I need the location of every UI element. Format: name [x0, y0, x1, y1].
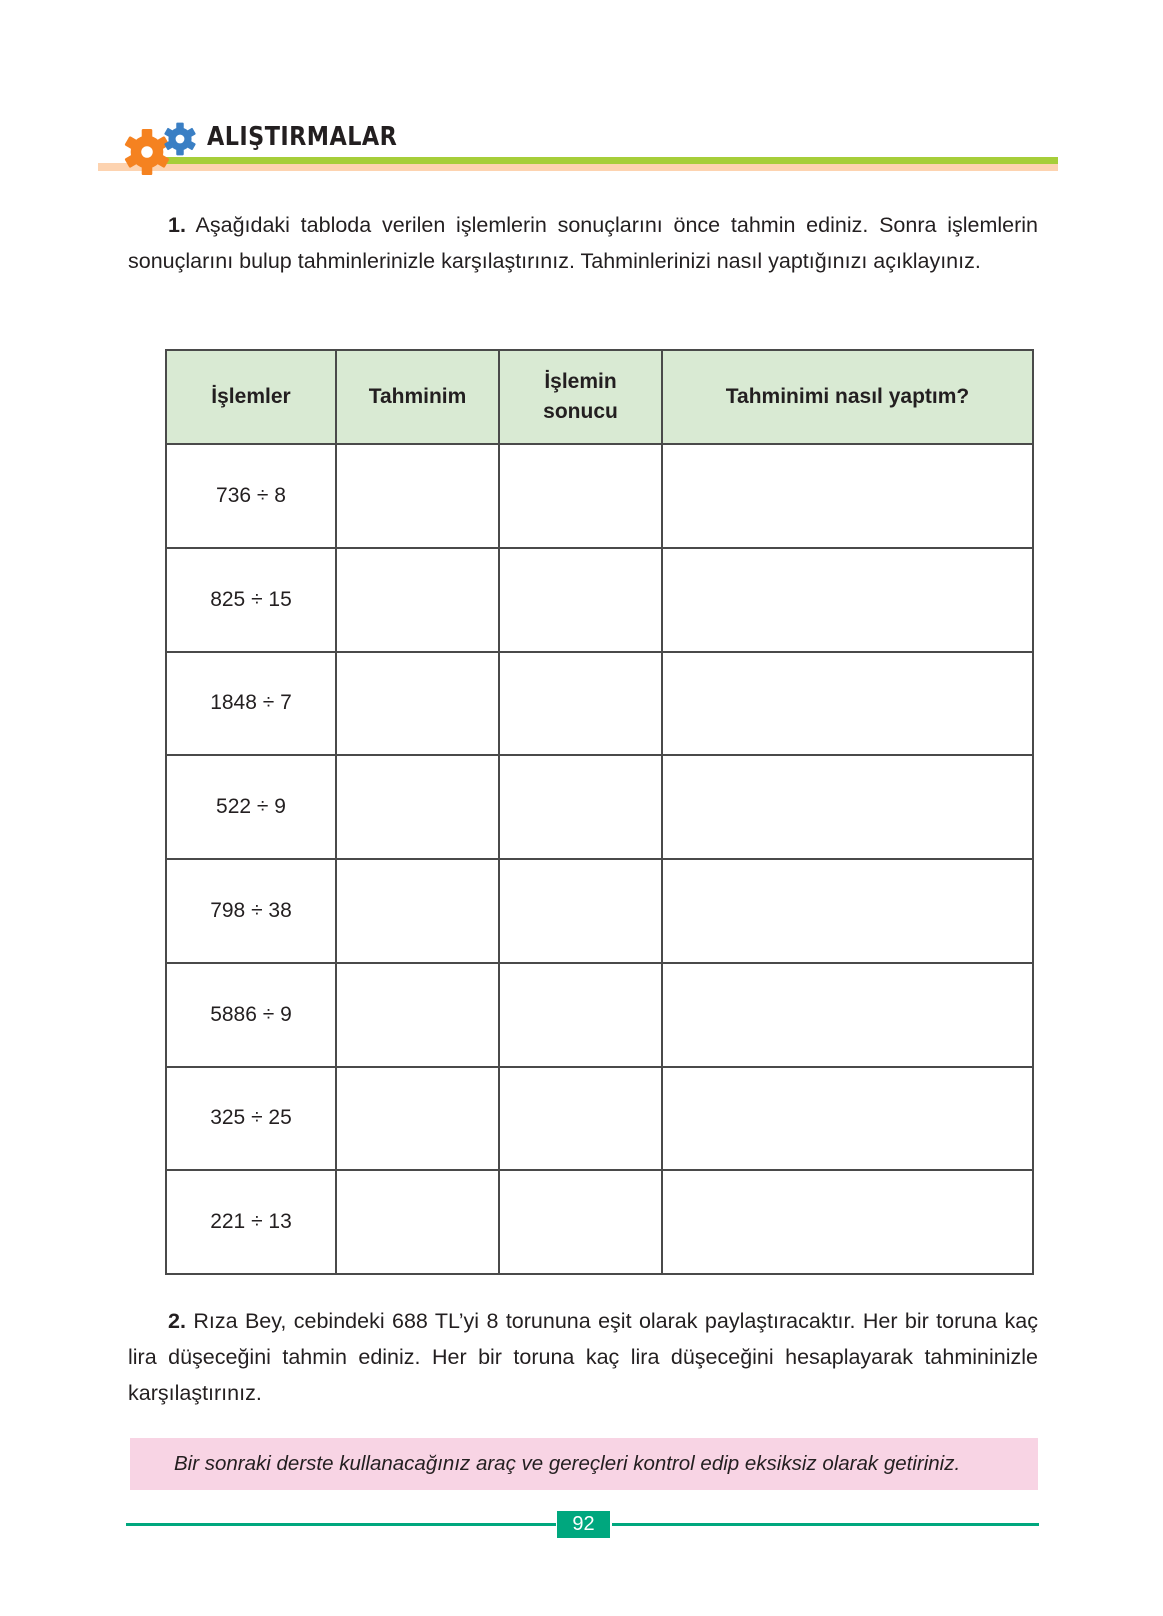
header-line-2: sonucu	[543, 400, 618, 423]
table-row	[166, 548, 1033, 652]
method-cell[interactable]	[662, 755, 1033, 859]
operation-cell: 221 ÷ 13	[166, 1170, 336, 1274]
table-row	[166, 963, 1033, 1067]
result-cell[interactable]	[499, 963, 662, 1067]
header-tahminimi-nasil-yaptim: Tahminimi nasıl yaptım?	[662, 350, 1033, 444]
estimate-cell[interactable]	[336, 548, 499, 652]
footer-rule-left	[126, 1523, 556, 1526]
result-cell[interactable]	[499, 859, 662, 963]
result-cell[interactable]	[499, 444, 662, 548]
header-peach-bar	[98, 163, 1058, 171]
table-row	[166, 652, 1033, 756]
operation-cell: 5886 ÷ 9	[166, 963, 336, 1067]
estimate-cell[interactable]	[336, 1067, 499, 1171]
method-cell[interactable]	[662, 963, 1033, 1067]
result-cell[interactable]	[499, 548, 662, 652]
estimate-cell[interactable]	[336, 652, 499, 756]
exercise-2-body: Rıza Bey, cebindeki 688 TL’yi 8 torununa eşit olarak paylaştıracaktır. Her bir toruna kaç lira düşeceğini tahmin ediniz. Her bir toruna kaç lira düşeceğini hesaplayarak tahmininizle karşılaştırınız.	[128, 1309, 1038, 1405]
reminder-note-text: Bir sonraki derste kullanacağınız araç ve gereçleri kontrol edip eksiksiz olarak getiriniz.	[174, 1452, 961, 1475]
operation-cell: 1848 ÷ 7	[166, 652, 336, 756]
table-row	[166, 859, 1033, 963]
table-row	[166, 755, 1033, 859]
estimate-cell[interactable]	[336, 755, 499, 859]
operation-cell: 825 ÷ 15	[166, 548, 336, 652]
estimate-cell[interactable]	[336, 963, 499, 1067]
result-cell[interactable]	[499, 1170, 662, 1274]
result-cell[interactable]	[499, 1067, 662, 1171]
method-cell[interactable]	[662, 859, 1033, 963]
estimate-cell[interactable]	[336, 1170, 499, 1274]
table-header-row	[166, 350, 1033, 444]
method-cell[interactable]	[662, 444, 1033, 548]
result-cell[interactable]	[499, 652, 662, 756]
method-cell[interactable]	[662, 1170, 1033, 1274]
result-cell[interactable]	[499, 755, 662, 859]
footer-rule-right	[612, 1523, 1039, 1526]
exercise-1-number: 1.	[168, 213, 186, 237]
gear-blue-icon	[163, 122, 197, 156]
header-tahminim: Tahminim	[336, 350, 499, 444]
table-row	[166, 1067, 1033, 1171]
method-cell[interactable]	[662, 548, 1033, 652]
section-title: ALIŞTIRMALAR	[207, 122, 398, 152]
header-line-1: İşlemin	[544, 370, 617, 393]
estimate-cell[interactable]	[336, 444, 499, 548]
estimate-cell[interactable]	[336, 859, 499, 963]
operations-table	[165, 349, 1034, 1275]
operation-cell: 798 ÷ 38	[166, 859, 336, 963]
header-green-bar	[165, 157, 1058, 164]
operation-cell: 736 ÷ 8	[166, 444, 336, 548]
method-cell[interactable]	[662, 1067, 1033, 1171]
operation-cell: 522 ÷ 9	[166, 755, 336, 859]
header-islemin-sonucu	[499, 350, 662, 444]
exercise-2-text	[128, 1303, 1038, 1411]
exercise-1-text	[128, 207, 1038, 279]
table-row	[166, 1170, 1033, 1274]
reminder-note	[130, 1438, 1038, 1490]
exercise-1-body: Aşağıdaki tabloda verilen işlemlerin sonuçlarını önce tahmin ediniz. Sonra işlemlerin sonuçlarını bulup tahminlerinizle karşılaştırınız. Tahminlerinizi nasıl yaptığınızı açıklayınız.	[128, 213, 1038, 273]
header-islemler: İşlemler	[166, 350, 336, 444]
operation-cell: 325 ÷ 25	[166, 1067, 336, 1171]
page-number: 92	[557, 1511, 610, 1538]
table-row	[166, 444, 1033, 548]
exercise-2-number: 2.	[168, 1309, 186, 1333]
method-cell[interactable]	[662, 652, 1033, 756]
